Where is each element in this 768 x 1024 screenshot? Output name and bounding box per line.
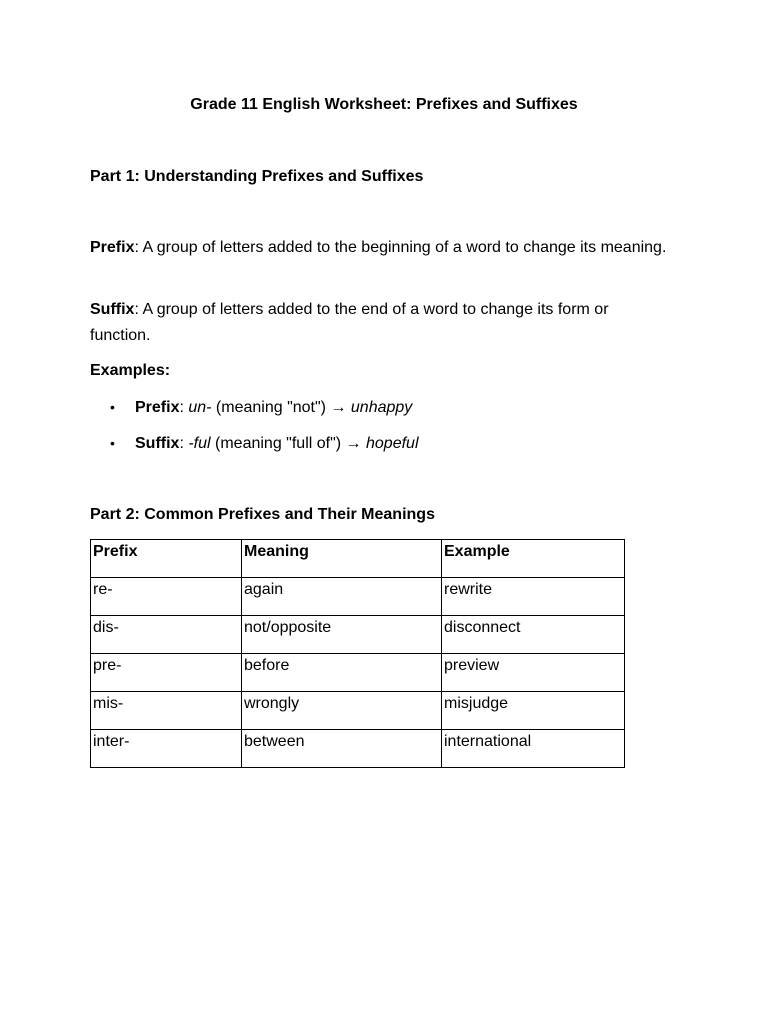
table-cell-example: rewrite xyxy=(442,578,625,616)
example-term: Suffix xyxy=(135,435,180,452)
column-header-example: Example xyxy=(442,540,625,578)
example-meaning: (meaning "not") → xyxy=(211,399,351,416)
table-cell-example: disconnect xyxy=(442,616,625,654)
example-word: hopeful xyxy=(366,435,419,452)
table-cell-prefix: dis- xyxy=(91,616,242,654)
table-cell-example: preview xyxy=(442,654,625,692)
example-meaning: (meaning "full of") → xyxy=(210,435,366,452)
example-separator: : xyxy=(179,399,189,416)
table-cell-prefix: re- xyxy=(91,578,242,616)
prefix-table xyxy=(90,539,625,768)
table-row xyxy=(91,730,625,768)
part1-heading: Part 1: Understanding Prefixes and Suffixes xyxy=(90,168,424,185)
table-cell-prefix: mis- xyxy=(91,692,242,730)
example-item-suffix xyxy=(110,432,419,455)
table-row xyxy=(91,692,625,730)
examples-label: Examples: xyxy=(90,362,171,379)
example-word: unhappy xyxy=(350,399,413,416)
table-header-row xyxy=(91,540,625,578)
suffix-definition xyxy=(90,297,670,349)
table-cell-meaning: between xyxy=(242,730,442,768)
prefix-definition xyxy=(90,235,670,261)
table-cell-example: international xyxy=(442,730,625,768)
table-cell-prefix: pre- xyxy=(91,654,242,692)
bullet-icon: • xyxy=(110,435,115,451)
column-header-meaning: Meaning xyxy=(242,540,442,578)
example-affix: -ful xyxy=(188,435,211,452)
bullet-icon: • xyxy=(110,399,115,415)
suffix-term: Suffix xyxy=(90,301,135,318)
column-header-prefix: Prefix xyxy=(91,540,242,578)
suffix-definition-text: : A group of letters added to the end of a word to change its form or function. xyxy=(90,301,609,344)
example-item-prefix xyxy=(110,396,412,419)
table-cell-meaning: not/opposite xyxy=(242,616,442,654)
table-cell-meaning: again xyxy=(242,578,442,616)
table-row xyxy=(91,578,625,616)
part2-heading: Part 2: Common Prefixes and Their Meanings xyxy=(90,506,435,523)
table-cell-prefix: inter- xyxy=(91,730,242,768)
prefix-term: Prefix xyxy=(90,239,135,256)
example-separator: : xyxy=(179,435,189,452)
page-title: Grade 11 English Worksheet: Prefixes and Suffixes xyxy=(190,96,578,113)
table-row xyxy=(91,654,625,692)
example-term: Prefix xyxy=(135,399,180,416)
example-affix: un- xyxy=(188,399,212,416)
prefix-definition-text: : A group of letters added to the beginning of a word to change its meaning. xyxy=(134,239,667,256)
table-cell-meaning: wrongly xyxy=(242,692,442,730)
table-cell-meaning: before xyxy=(242,654,442,692)
table-cell-example: misjudge xyxy=(442,692,625,730)
table-row xyxy=(91,616,625,654)
